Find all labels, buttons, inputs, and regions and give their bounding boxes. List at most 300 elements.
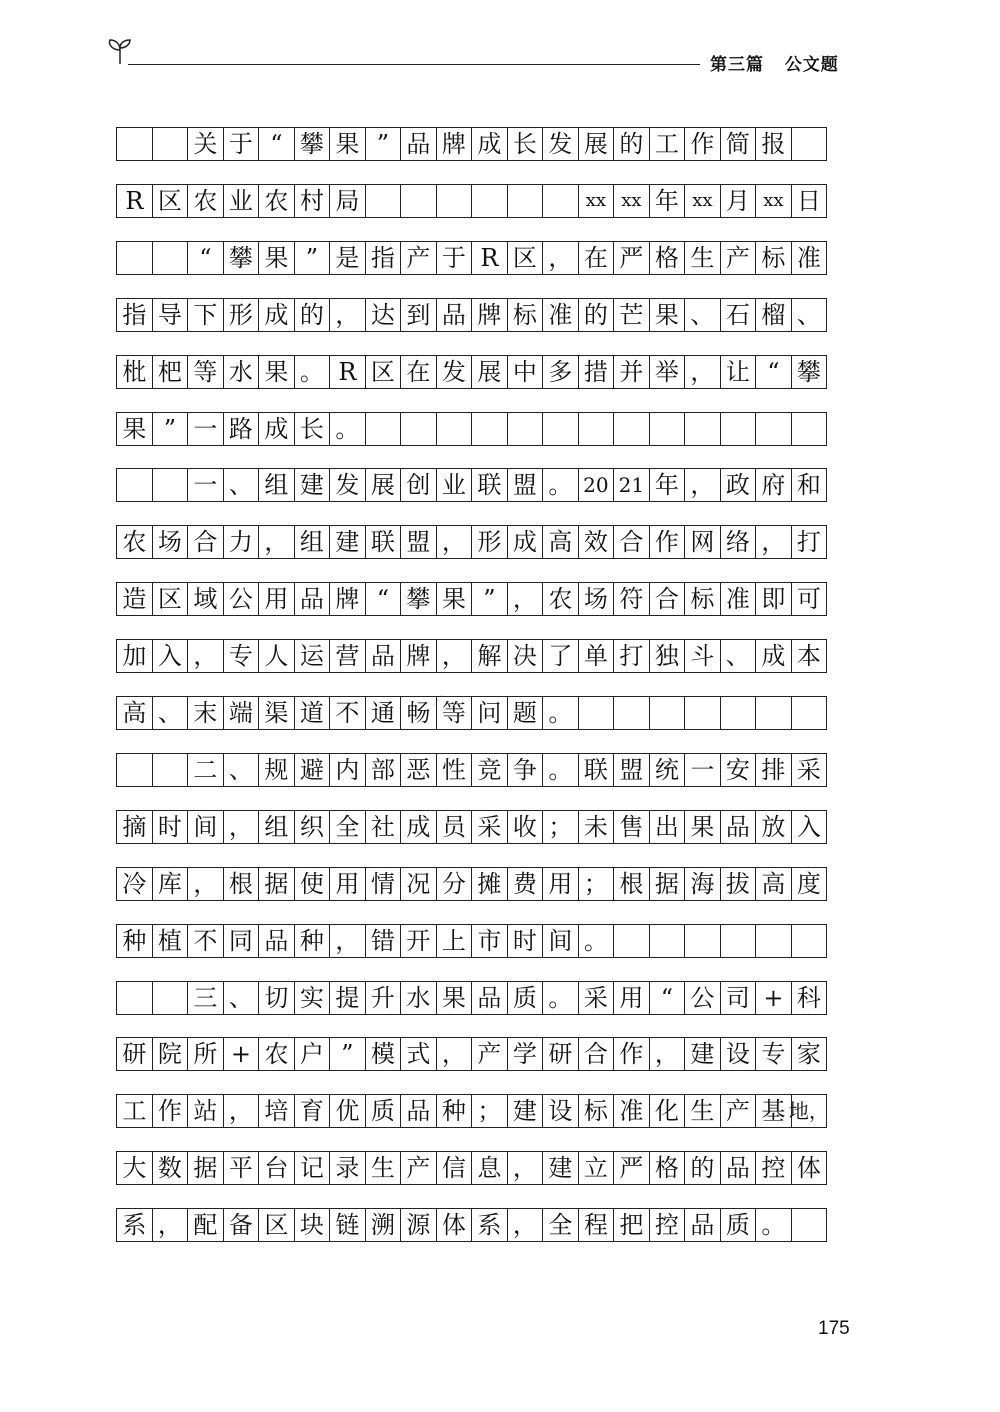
grid-cell: + xyxy=(223,1037,260,1071)
grid-cell: 数 xyxy=(152,1151,189,1185)
grid-cell: 设 xyxy=(542,1094,579,1128)
grid-cell: ” xyxy=(152,412,189,446)
grid-cell: 本 xyxy=(791,639,828,673)
grid-cell: 录 xyxy=(329,1151,366,1185)
grid-cell: 水 xyxy=(400,981,437,1015)
grid-cell: 错 xyxy=(365,924,402,958)
grid-row xyxy=(116,810,856,844)
grid-cell: 严 xyxy=(613,1151,650,1185)
grid-cell: 业 xyxy=(436,468,473,502)
grid-cell: 切 xyxy=(258,981,295,1015)
grid-cell xyxy=(791,127,828,161)
grid-cell: 据 xyxy=(258,867,295,901)
grid-cell xyxy=(613,184,650,218)
grid-cell: 间 xyxy=(542,924,579,958)
grid-cell: 举 xyxy=(649,355,686,389)
grid-cell: 题 xyxy=(507,696,544,730)
grid-cell: 石 xyxy=(720,298,757,332)
grid-cell: 情 xyxy=(365,867,402,901)
grid-cell xyxy=(436,412,473,446)
grid-cell: 网 xyxy=(684,525,721,559)
grid-cell: 度 xyxy=(791,867,828,901)
grid-cell: 盟 xyxy=(613,753,650,787)
grid-cell: 专 xyxy=(223,639,260,673)
grid-cell: 的 xyxy=(613,127,650,161)
grid-cell xyxy=(152,127,189,161)
grid-cell: ， xyxy=(507,1151,544,1185)
grid-cell: 台 xyxy=(258,1151,295,1185)
grid-cell: 局 xyxy=(329,184,366,218)
grid-char: x xyxy=(763,189,774,211)
grid-cell: 发 xyxy=(436,355,473,389)
grid-cell: 科 xyxy=(791,981,828,1015)
grid-cell: ， xyxy=(507,1208,544,1242)
grid-cell: 可 xyxy=(791,582,828,616)
grid-cell: 拔 xyxy=(720,867,757,901)
grid-cell: 化 xyxy=(649,1094,686,1128)
grid-cell: 工 xyxy=(116,1094,153,1128)
grid-cell: 联 xyxy=(471,468,508,502)
grid-cell: 统 xyxy=(649,753,686,787)
grid-cell: 成 xyxy=(258,412,295,446)
grid-cell: 、 xyxy=(720,639,757,673)
grid-cell: 牌 xyxy=(400,639,437,673)
grid-cell: 根 xyxy=(223,867,260,901)
grid-cell xyxy=(613,924,650,958)
grid-cell: 道 xyxy=(294,696,331,730)
grid-cell xyxy=(116,753,153,787)
grid-cell: 展 xyxy=(365,468,402,502)
grid-cell: 路 xyxy=(223,412,260,446)
grid-cell: 出 xyxy=(649,810,686,844)
grid-cell xyxy=(720,696,757,730)
grid-cell: 攀 xyxy=(791,355,828,389)
grid-cell: 织 xyxy=(294,810,331,844)
grid-cell: 准 xyxy=(720,582,757,616)
grid-cell: 单 xyxy=(578,639,615,673)
grid-row xyxy=(116,867,856,901)
grid-cell: 配 xyxy=(187,1208,224,1242)
grid-cell: 力 xyxy=(223,525,260,559)
grid-cell: 场 xyxy=(152,525,189,559)
grid-row xyxy=(116,184,856,218)
grid-cell: 并 xyxy=(613,355,650,389)
grid-cell: 形 xyxy=(471,525,508,559)
grid-cell: 创 xyxy=(400,468,437,502)
grid-cell: 通 xyxy=(365,696,402,730)
grid-cell: 打 xyxy=(613,639,650,673)
grid-cell: 二 xyxy=(187,753,224,787)
grid-cell: 摊 xyxy=(471,867,508,901)
grid-cell xyxy=(365,184,402,218)
grid-cell: 运 xyxy=(294,639,331,673)
grid-cell: 恶 xyxy=(400,753,437,787)
grid-cell: 准 xyxy=(791,241,828,275)
grid-cell: 源 xyxy=(400,1208,437,1242)
grid-cell: 品 xyxy=(720,1151,757,1185)
grid-cell: 收 xyxy=(507,810,544,844)
grid-cell: 据 xyxy=(187,1151,224,1185)
grid-cell xyxy=(152,981,189,1015)
grid-cell xyxy=(116,127,153,161)
grid-cell: “ xyxy=(187,241,224,275)
grid-cell: 产 xyxy=(720,1094,757,1128)
grid-cell: 成 xyxy=(258,298,295,332)
grid-cell: ； xyxy=(578,867,615,901)
grid-cell: 户 xyxy=(294,1037,331,1071)
grid-cell: 司 xyxy=(720,981,757,1015)
grid-cell: 政 xyxy=(720,468,757,502)
grid-cell: ， xyxy=(187,867,224,901)
grid-cell: 品 xyxy=(400,1094,437,1128)
grid-cell: 控 xyxy=(649,1208,686,1242)
grid-cell: 斗 xyxy=(684,639,721,673)
grid-cell: 符 xyxy=(613,582,650,616)
grid-row xyxy=(116,981,856,1015)
grid-cell xyxy=(400,184,437,218)
grid-cell: 。 xyxy=(329,412,366,446)
grid-cell: 的 xyxy=(294,298,331,332)
grid-cell: 区 xyxy=(507,241,544,275)
grid-cell: 牌 xyxy=(471,298,508,332)
grid-cell: 种 xyxy=(116,924,153,958)
grid-cell: 区 xyxy=(152,582,189,616)
grid-cell: 枇 xyxy=(116,355,153,389)
grid-cell: 攀 xyxy=(294,127,331,161)
grid-cell: 培 xyxy=(258,1094,295,1128)
grid-cell: 、 xyxy=(684,298,721,332)
grid-cell: ， xyxy=(436,639,473,673)
grid-cell: 组 xyxy=(258,468,295,502)
grid-cell: 安 xyxy=(720,753,757,787)
grid-cell: 准 xyxy=(613,1094,650,1128)
grid-cell: 研 xyxy=(116,1037,153,1071)
grid-cell: 形 xyxy=(223,298,260,332)
grid-cell: 平 xyxy=(223,1151,260,1185)
grid-cell: R xyxy=(471,241,508,275)
grid-cell: 程 xyxy=(578,1208,615,1242)
grid-cell: 盟 xyxy=(400,525,437,559)
grid-cell: 未 xyxy=(578,810,615,844)
grid-cell: 体 xyxy=(791,1151,828,1185)
grid-cell: 下 xyxy=(187,298,224,332)
grid-cell: 场 xyxy=(578,582,615,616)
grid-cell: 等 xyxy=(436,696,473,730)
grid-cell: “ xyxy=(755,355,792,389)
grid-cell: 避 xyxy=(294,753,331,787)
grid-cell: 了 xyxy=(542,639,579,673)
grid-cell: 息 xyxy=(471,1151,508,1185)
grid-cell: 区 xyxy=(152,184,189,218)
grid-cell: 是 xyxy=(329,241,366,275)
grid-cell xyxy=(116,981,153,1015)
grid-cell: ， xyxy=(436,525,473,559)
grid-cell: 社 xyxy=(365,810,402,844)
grid-row xyxy=(116,298,856,332)
grid-cell xyxy=(791,696,828,730)
grid-cell xyxy=(684,184,721,218)
grid-char: x xyxy=(621,189,632,211)
grid-cell: 指 xyxy=(116,298,153,332)
grid-cell: 解 xyxy=(471,639,508,673)
grid-cell: 果 xyxy=(258,241,295,275)
grid-cell: 种 xyxy=(436,1094,473,1128)
grid-cell: ， xyxy=(436,1037,473,1071)
grid-cell: 根 xyxy=(613,867,650,901)
grid-cell: 家 xyxy=(791,1037,828,1071)
grid-char: x xyxy=(773,189,784,211)
grid-cell: 产 xyxy=(400,241,437,275)
grid-cell: 、 xyxy=(223,468,260,502)
page-header xyxy=(0,0,1000,90)
grid-cell xyxy=(720,924,757,958)
grid-cell xyxy=(578,696,615,730)
grid-cell: 于 xyxy=(436,241,473,275)
grid-cell: 品 xyxy=(365,639,402,673)
grid-cell xyxy=(152,468,189,502)
grid-cell xyxy=(684,924,721,958)
grid-cell: 于 xyxy=(223,127,260,161)
grid-cell: 决 xyxy=(507,639,544,673)
grid-cell: 造 xyxy=(116,582,153,616)
grid-cell: 简 xyxy=(720,127,757,161)
grid-cell: 产 xyxy=(400,1151,437,1185)
grid-cell: ” xyxy=(329,1037,366,1071)
grid-cell: 市 xyxy=(471,924,508,958)
grid-cell: 入 xyxy=(152,639,189,673)
grid-cell: “ xyxy=(258,127,295,161)
grid-cell: 品 xyxy=(471,981,508,1015)
grid-cell: 产 xyxy=(720,241,757,275)
grid-cell: ， xyxy=(329,298,366,332)
grid-cell: 记 xyxy=(294,1151,331,1185)
grid-cell: 模 xyxy=(365,1037,402,1071)
grid-cell: 品 xyxy=(400,127,437,161)
grid-cell xyxy=(720,184,757,218)
grid-cell: 业 xyxy=(223,184,260,218)
grid-cell: 中 xyxy=(507,355,544,389)
grid-cell xyxy=(507,184,544,218)
grid-cell xyxy=(755,924,792,958)
grid-cell: 府 xyxy=(755,468,792,502)
grid-cell: ； xyxy=(542,810,579,844)
grid-row xyxy=(116,696,856,730)
grid-cell: 建 xyxy=(294,468,331,502)
grid-cell: 溯 xyxy=(365,1208,402,1242)
grid-cell xyxy=(684,412,721,446)
grid-cell: 式 xyxy=(400,1037,437,1071)
grid-cell: 体 xyxy=(436,1208,473,1242)
grid-cell: 年 xyxy=(649,468,686,502)
grid-cell: ； xyxy=(471,1094,508,1128)
grid-cell: 牌 xyxy=(436,127,473,161)
grid-cell: 竞 xyxy=(471,753,508,787)
grid-cell: 、 xyxy=(152,696,189,730)
grid-cell: 高 xyxy=(755,867,792,901)
grid-cell: 打 xyxy=(791,525,828,559)
grid-row xyxy=(116,1151,856,1185)
grid-cell: ， xyxy=(223,1094,260,1128)
grid-cell: 实 xyxy=(294,981,331,1015)
grid-char: x xyxy=(595,189,607,211)
grid-cell: 研 xyxy=(542,1037,579,1071)
grid-cell xyxy=(542,412,579,446)
grid-cell: 品 xyxy=(258,924,295,958)
grid-cell: 生 xyxy=(365,1151,402,1185)
grid-cell: 放 xyxy=(755,810,792,844)
grid-cell: 摘 xyxy=(116,810,153,844)
grid-cell: 费 xyxy=(507,867,544,901)
header-title xyxy=(710,50,839,75)
grid-cell xyxy=(578,184,615,218)
grid-row xyxy=(116,924,856,958)
header-section: 第三篇 xyxy=(710,55,764,75)
grid-cell: “ xyxy=(649,981,686,1015)
grid-cell: 立 xyxy=(578,1151,615,1185)
grid-cell: 一 xyxy=(187,412,224,446)
grid-cell: 。 xyxy=(294,355,331,389)
grid-cell: 水 xyxy=(223,355,260,389)
grid-cell: 建 xyxy=(507,1094,544,1128)
grid-cell: 使 xyxy=(294,867,331,901)
grid-cell: 末 xyxy=(187,696,224,730)
sprout-icon xyxy=(106,36,134,66)
grid-cell: 育 xyxy=(294,1094,331,1128)
grid-cell: 农 xyxy=(187,184,224,218)
grid-cell: ， xyxy=(223,810,260,844)
grid-cell: 合 xyxy=(578,1037,615,1071)
grid-cell: 间 xyxy=(187,810,224,844)
grid-cell: 备 xyxy=(223,1208,260,1242)
grid-row xyxy=(116,468,856,502)
grid-cell: R xyxy=(116,184,153,218)
grid-cell: 多 xyxy=(542,355,579,389)
grid-cell: 工 xyxy=(649,127,686,161)
grid-cell xyxy=(791,924,828,958)
grid-cell: 、 xyxy=(791,298,828,332)
page-number: 175 xyxy=(818,1318,850,1339)
grid-cell: 在 xyxy=(400,355,437,389)
grid-cell: 三 xyxy=(187,981,224,1015)
grid-cell: 。 xyxy=(755,1208,792,1242)
grid-cell: 一 xyxy=(684,753,721,787)
grid-cell: 作 xyxy=(649,525,686,559)
grid-cell: ” xyxy=(365,127,402,161)
grid-cell: 准 xyxy=(542,298,579,332)
grid-cell: 报 xyxy=(755,127,792,161)
grid-cell: 的 xyxy=(578,298,615,332)
grid-cell: 海 xyxy=(684,867,721,901)
grid-cell xyxy=(365,412,402,446)
grid-cell: 格 xyxy=(649,1151,686,1185)
grid-cell: 合 xyxy=(613,525,650,559)
grid-cell xyxy=(720,412,757,446)
grid-cell: 售 xyxy=(613,810,650,844)
grid-cell: 站 xyxy=(187,1094,224,1128)
grid-cell xyxy=(436,184,473,218)
grid-cell: 果 xyxy=(258,355,295,389)
grid-cell: 所 xyxy=(187,1037,224,1071)
grid-cell: 建 xyxy=(329,525,366,559)
grid-cell: 采 xyxy=(578,981,615,1015)
grid-cell: 导 xyxy=(152,298,189,332)
grid-cell xyxy=(471,412,508,446)
header-rule xyxy=(128,64,700,65)
grid-cell: 。 xyxy=(542,468,579,502)
grid-cell: ， xyxy=(152,1208,189,1242)
grid-cell: 采 xyxy=(471,810,508,844)
grid-cell: 展 xyxy=(578,127,615,161)
grid-cell: 争 xyxy=(507,753,544,787)
grid-cell: 种 xyxy=(294,924,331,958)
grid-cell xyxy=(542,184,579,218)
grid-cell: 到 xyxy=(400,298,437,332)
grid-cell: 入 xyxy=(791,810,828,844)
grid-row xyxy=(116,127,856,161)
grid-cell: + xyxy=(755,981,792,1015)
grid-char: x xyxy=(585,189,596,211)
grid-cell: 果 xyxy=(436,582,473,616)
grid-cell: “ xyxy=(365,582,402,616)
grid-row xyxy=(116,753,856,787)
grid-cell: 排 xyxy=(755,753,792,787)
grid-cell: 联 xyxy=(365,525,402,559)
grid-cell: 格 xyxy=(649,241,686,275)
grid-cell: 农 xyxy=(542,582,579,616)
grid-cell: 村 xyxy=(294,184,331,218)
grid-cell: 高 xyxy=(542,525,579,559)
grid-cell xyxy=(116,468,153,502)
grid-cell: 作 xyxy=(613,1037,650,1071)
grid-cell: 采 xyxy=(791,753,828,787)
grid-cell: 果 xyxy=(436,981,473,1015)
grid-cell: ， xyxy=(187,639,224,673)
grid-cell: 公 xyxy=(223,582,260,616)
grid-cell: 、 xyxy=(223,981,260,1015)
grid-cell: 21 xyxy=(613,468,650,502)
grid-cell: 。 xyxy=(542,696,579,730)
grid-cell: 畅 xyxy=(400,696,437,730)
grid-cell: 库 xyxy=(152,867,189,901)
header-subsection: 公文题 xyxy=(784,55,839,75)
grid-cell: 学 xyxy=(507,1037,544,1071)
grid-cell xyxy=(791,412,828,446)
grid-cell: 产 xyxy=(471,1037,508,1071)
grid-cell: 杷 xyxy=(152,355,189,389)
grid-cell: 。 xyxy=(542,981,579,1015)
grid-cell: 上 xyxy=(436,924,473,958)
grid-cell: 成 xyxy=(471,127,508,161)
grid-cell: 建 xyxy=(684,1037,721,1071)
grid-cell: 地， xyxy=(791,1094,828,1128)
grid-cell: 果 xyxy=(649,298,686,332)
grid-char: x xyxy=(702,189,713,211)
grid-cell xyxy=(152,753,189,787)
grid-cell: 发 xyxy=(329,468,366,502)
grid-char: 月 xyxy=(725,186,750,215)
grid-cell: 系 xyxy=(471,1208,508,1242)
grid-cell: 信 xyxy=(436,1151,473,1185)
grid-cell: 不 xyxy=(329,696,366,730)
grid-cell: 盟 xyxy=(507,468,544,502)
grid-cell: 系 xyxy=(116,1208,153,1242)
grid-cell: 联 xyxy=(578,753,615,787)
grid-row xyxy=(116,355,856,389)
grid-cell: ” xyxy=(294,241,331,275)
grid-cell xyxy=(507,412,544,446)
grid-cell: 质 xyxy=(507,981,544,1015)
grid-cell: 等 xyxy=(187,355,224,389)
